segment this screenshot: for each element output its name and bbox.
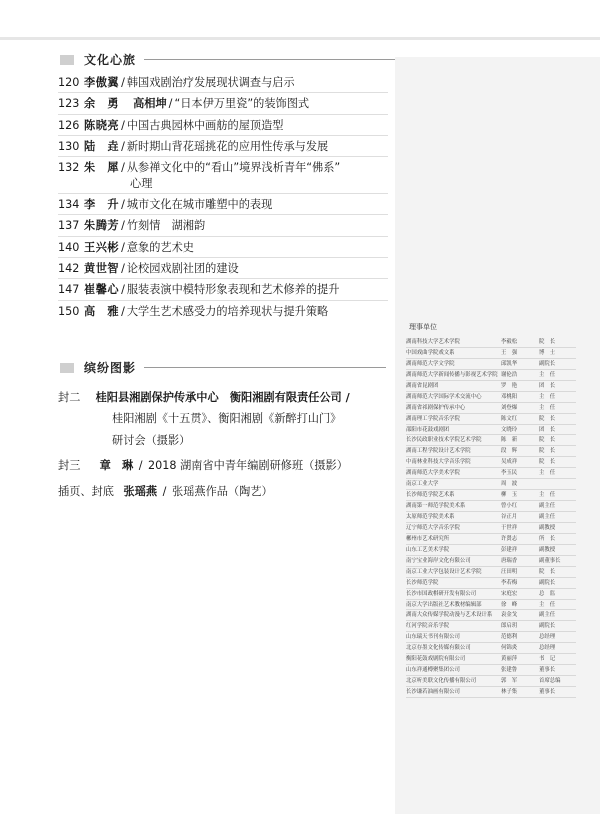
article-title: “日本伊万里瓷”的装饰图式 [174,97,310,111]
member-role: 总经理 [539,645,556,652]
gallery-label: 插页、封底 [58,485,114,498]
member-name: 许贤志 [501,535,518,542]
member-row [406,381,576,392]
article-title: 从参禅文化中的“看山”境界浅析青年“佛系” [126,161,341,175]
member-role: 副院长 [539,623,556,630]
separator-slash: / [121,283,125,297]
top-rule [0,37,600,40]
member-name: 文晓玲 [501,426,518,433]
member-role: 副主任 [539,503,556,510]
member-row [406,479,576,490]
page-number: 130 [58,139,80,153]
member-role: 副主任 [539,612,556,619]
member-row [406,370,576,381]
member-name: 周 波 [501,481,518,488]
author: 陆 垚 [84,138,120,153]
member-role: 副教授 [539,546,556,553]
member-role: 院 长 [539,437,556,444]
member-row [406,534,576,545]
author: 高相坤 [133,96,167,111]
member-row [406,545,576,556]
member-name: 郎启玥 [501,623,518,630]
member-name: 唐瑞香 [501,557,518,564]
gallery-item[interactable] [58,478,398,504]
panel-title: 理事单位 [409,323,437,331]
section-divider [144,59,397,60]
author: 陈晓亮 [84,117,120,132]
member-org: 南宁宝业海岸文化有限公司 [406,557,471,564]
member-row [406,676,576,687]
member-role: 副院长 [539,360,556,367]
member-role: 所 长 [539,535,556,542]
toc-row[interactable] [58,157,388,194]
member-name: 袁金戈 [501,612,518,619]
separator-slash: / [121,198,125,212]
member-row [406,425,576,436]
toc-row[interactable] [58,258,388,279]
member-org: 山东祥通樽聚集团公司 [406,667,460,674]
member-row [406,348,576,359]
member-role: 主 任 [539,371,556,378]
member-org: 湖南师范大学美术学院 [406,470,460,477]
member-row [406,512,576,523]
page-number: 147 [58,283,80,297]
member-role: 主 任 [539,470,556,477]
member-org: 中国戏曲学院戏文系 [406,349,455,356]
member-role: 副主任 [539,514,556,520]
section-marker [60,363,74,373]
article-title: 韩国戏剧治疗发展现状调查与启示 [126,76,295,89]
member-name: 于世祥 [501,524,518,531]
page-number: 134 [58,198,80,212]
member-org: 湖南大众传媒学院动漫与艺术设计系 [406,612,493,619]
member-org: 南京工业大学 [406,481,439,488]
member-role: 团 长 [539,382,556,389]
article-title: 论校园戏剧社团的建设 [126,262,239,276]
page-number: 137 [58,219,80,233]
separator-slash: / [121,139,125,153]
member-name: 陈文红 [501,415,518,422]
member-role: 博 士 [539,349,556,356]
member-org: 湖南师范大学新闻传播与影视艺术学院 [406,371,498,378]
toc-row[interactable] [58,93,388,114]
member-role: 总 监 [539,590,556,597]
member-row [406,567,576,578]
page-number: 120 [58,76,80,89]
member-row [406,446,576,457]
separator-slash: / [168,97,173,111]
member-name: 宋庭宏 [501,590,518,597]
member-role: 主 任 [539,492,556,499]
member-org: 南京工业大学包装设计艺术学院 [406,568,482,575]
gallery-title: 桂阳湘剧《十五贯》、衡阳湘剧《新醉打山门》 [112,412,342,425]
member-org: 山东工艺美术学院 [406,546,450,553]
member-role: 副董事长 [539,557,561,564]
member-org: 长沙师范学院 [406,579,439,586]
section-header-binfen [60,359,386,376]
author: 朱 犀 [84,160,120,175]
author: 李 升 [84,197,120,212]
member-name: 张建鲁 [501,667,518,674]
gallery-author: 张瑶燕 [123,484,158,498]
member-role: 首席总编 [539,678,561,685]
member-row [406,632,576,643]
gallery-item[interactable] [58,452,398,478]
section-header-wenhua [60,51,397,68]
member-role: 董事长 [539,667,556,674]
member-row [406,589,576,600]
member-role: 院 长 [539,459,556,466]
member-role: 副院长 [539,579,556,586]
member-name: 柳 玉 [501,492,518,499]
member-role: 院 长 [539,568,556,575]
member-row [406,392,576,403]
member-name: 何锦炎 [501,645,518,652]
author: 朱腾芳 [84,218,120,233]
page-number: 142 [58,262,80,276]
member-org: 湖南理工学院音乐学院 [406,415,460,422]
member-role: 主 任 [539,601,556,608]
member-role: 院 长 [539,339,556,345]
separator-slash: / [121,161,125,175]
gallery-item-line3 [58,430,398,452]
member-org: 长沙民政职业技术学院艺术学院 [406,437,482,444]
gallery-label: 封二 [58,391,81,404]
separator-slash: / [121,118,125,132]
member-list [406,337,576,698]
member-row [406,600,576,611]
member-org: 北京存墨文化传媒有限公司 [406,645,471,652]
member-row [406,665,576,676]
member-row [406,643,576,654]
article-title-continued: 心理 [130,177,153,191]
article-title: 中国古典园林中画舫的屋顶造型 [126,118,284,132]
member-org: 邵阳市花鼓戏剧团 [406,426,450,433]
separator-slash: / [121,304,125,318]
member-row [406,414,576,425]
separator-slash: / [138,459,143,472]
separator-slash: / [121,76,125,89]
table-of-contents [58,72,388,322]
member-name: 林子集 [501,689,518,695]
article-title: 新时期山背花瑶挑花的应用性传承与发展 [126,139,329,153]
section-marker [60,55,74,65]
toc-row[interactable] [58,237,388,258]
gallery-list [58,386,398,504]
member-org: 北京听美联文化传播有限公司 [406,678,477,685]
member-role: 总经理 [539,634,556,641]
member-name: 谢伦浩 [501,371,518,378]
member-name: 段 辉 [501,448,518,455]
article-title: 竹刻情 湖湘韵 [126,219,206,233]
author: 黄世智 [84,261,120,276]
gallery-org: 桂阳县湘剧保护传承中心 衡阳湘剧有限责任公司 / [95,390,350,404]
member-org: 辽宁师范大学音乐学院 [406,524,460,531]
member-row [406,654,576,665]
article-title: 服装表演中模特形象表现和艺术修养的提升 [126,283,340,297]
member-role: 副教授 [539,524,556,531]
section-divider [144,367,386,368]
member-org: 长沙师范学院艺术系 [406,492,455,499]
member-name: 邓桃阳 [501,393,518,400]
member-name: 罗 艳 [501,382,518,389]
member-name: 郭 军 [501,678,518,685]
member-org: 湖南师范大学国际学术交流中心 [406,393,482,400]
member-org: 红河学院音乐学院 [406,623,450,630]
gallery-title: 2018 湖南省中青年编剧研修班（摄影） [148,459,348,472]
member-row [406,468,576,479]
author: 高 雅 [84,303,120,318]
member-row [406,621,576,632]
toc-row[interactable] [58,136,388,157]
member-name: 彭建祥 [501,546,518,553]
member-name: 吴成祥 [501,459,518,466]
gallery-item[interactable] [58,386,398,408]
member-name: 王 强 [501,349,518,356]
toc-row[interactable] [58,72,388,93]
member-org: 湖南省祁剧保护传承中心 [406,404,466,411]
page-number: 140 [58,240,80,254]
gallery-label: 封三 [58,459,81,472]
member-row [406,578,576,589]
member-role: 院 长 [539,415,556,422]
author: 余 勇 [84,96,120,111]
toc-row[interactable] [58,279,388,300]
section-title: 文化心旅 [84,53,137,67]
member-name: 李毅松 [501,339,518,345]
member-org: 湖南工程学院设计艺术学院 [406,448,471,455]
member-row [406,610,576,621]
member-org: 长沙谦若油画有限公司 [406,689,460,695]
member-name: 陈 新 [501,437,518,444]
member-role: 院 长 [539,448,556,455]
member-row [406,501,576,512]
separator-slash: / [121,262,125,276]
member-row [406,457,576,468]
member-org: 中南林业科技大学音乐学院 [406,459,471,466]
gallery-title: 研讨会（摄影） [112,434,191,447]
toc-row[interactable] [58,194,388,215]
member-row [406,359,576,370]
section-title: 缤纷图影 [84,361,137,375]
page-number: 123 [58,97,80,111]
member-name: 黄丽萍 [501,656,518,663]
member-name: 邱凯华 [501,360,518,367]
member-row [406,403,576,414]
author: 李傲翼 [84,75,120,89]
member-row [406,687,576,698]
separator-slash: / [121,219,125,233]
member-name: 谷正月 [501,514,518,520]
toc-row[interactable] [58,301,388,322]
member-org: 湖南第一师范学院美术系 [406,503,466,510]
member-name: 李若梅 [501,579,518,586]
member-org: 湖南科技大学艺术学院 [406,339,460,345]
member-org: 南京大学出版社艺术教材编辑部 [406,601,482,608]
member-role: 主 任 [539,404,556,411]
article-title: 城市文化在城市雕塑中的表现 [126,198,273,212]
article-title: 意象的艺术史 [126,240,194,254]
sidebar-panel [395,57,600,814]
member-org: 太原师范学院美术系 [406,514,455,520]
separator-slash: / [121,240,125,254]
member-name: 曾小红 [501,503,518,510]
author: 王兴彬 [84,239,120,254]
member-row [406,556,576,567]
member-name: 李玉民 [501,470,518,477]
page-number: 126 [58,118,80,132]
toc-row[interactable] [58,215,388,236]
member-row [406,490,576,501]
member-role: 书 记 [539,656,556,663]
toc-row[interactable] [58,115,388,136]
member-org: 长沙市国政棋研开发有限公司 [406,590,477,597]
member-name: 范德利 [501,634,518,641]
member-org: 郴州市艺术研究所 [406,535,450,542]
member-row [406,337,576,348]
member-org: 山东瑞天书刊有限公司 [406,634,460,641]
article-title: 大学生艺术感受力的培养现状与提升策略 [126,304,329,318]
gallery-title: 张瑶燕作品（陶艺） [172,485,273,498]
member-row [406,435,576,446]
page-number: 132 [58,161,80,175]
gallery-author: 章 琳 [99,458,134,472]
separator-slash: / [162,485,167,498]
page-number: 150 [58,304,80,318]
member-role: 董事长 [539,689,556,695]
member-row [406,523,576,534]
member-org: 衡阳花鼓戏剧院有限公司 [406,656,466,663]
member-role: 主 任 [539,393,556,400]
member-name: 徐 峰 [501,601,518,608]
gallery-item-line2 [58,408,398,430]
member-name: 刘登爆 [501,404,518,411]
member-org: 湖南省昆剧团 [406,382,439,389]
member-name: 汪田明 [501,568,518,575]
author: 崔馨心 [84,282,120,297]
member-org: 湖南师范大学文学院 [406,360,455,367]
member-role: 团 长 [539,426,556,433]
